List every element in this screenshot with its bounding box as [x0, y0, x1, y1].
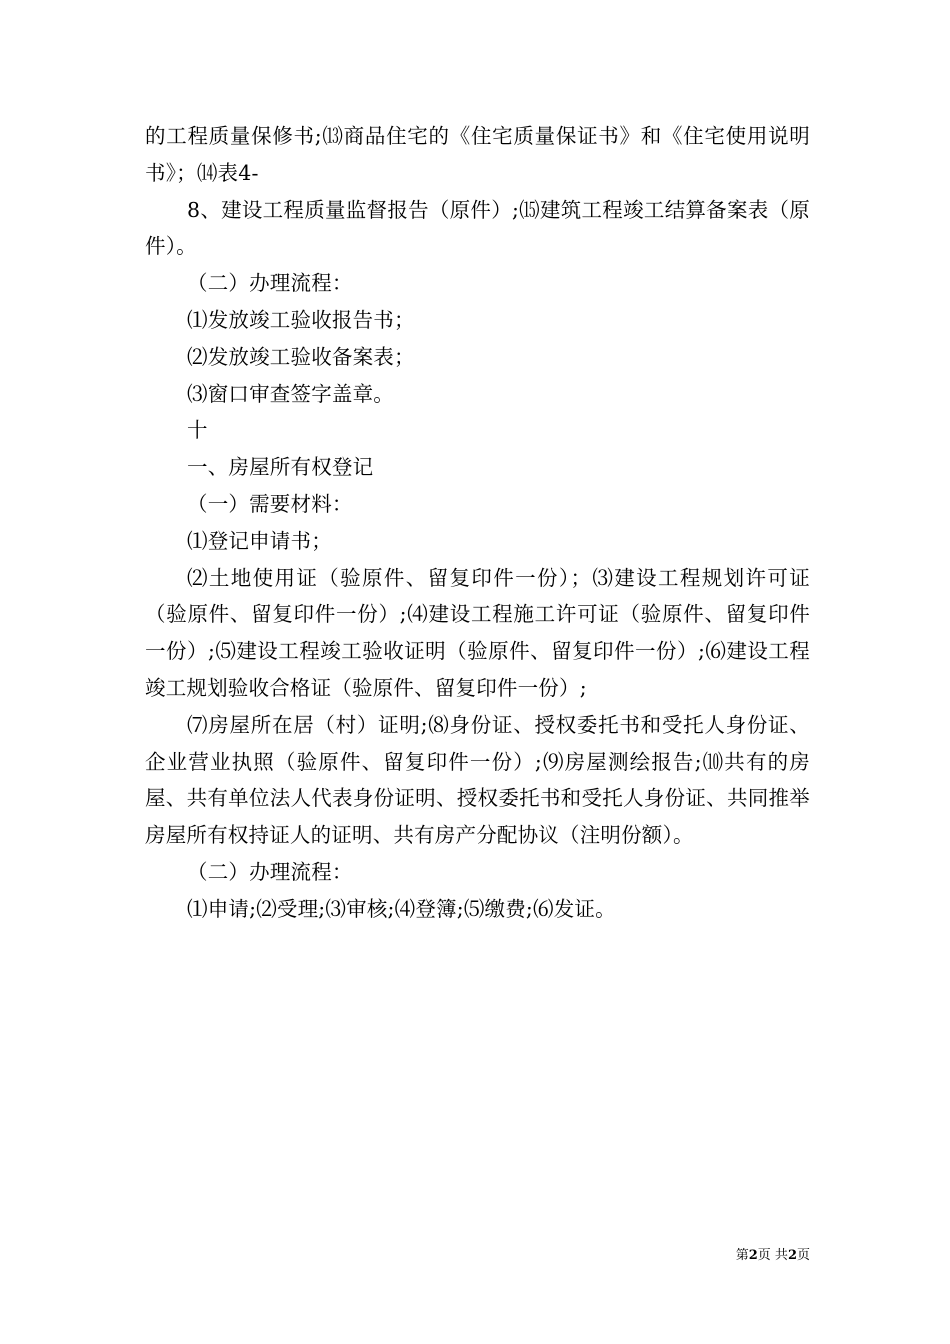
footer-total-pages: 2	[787, 1248, 797, 1263]
paragraph-11: ⑵土地使用证（验原件、留复印件一份）；⑶建设工程规划许可证（验原件、留复印件一份）;⑷建设工程施工许可证（验原件、留复印件一份）;⑸建设工程竣工验收证明（验原件、留复印件一份）;⑹建设工程竣工规划验收合格证（验原件、留复印件一份）;	[145, 565, 810, 700]
paragraph-4: ⑴发放竣工验收报告书；	[187, 307, 415, 332]
paragraph-13: （二）办理流程：	[187, 859, 353, 884]
paragraph-8: 一、房屋所有权登记	[187, 455, 374, 480]
document-body	[145, 118, 810, 928]
paragraph-9: （一）需要材料：	[187, 491, 353, 516]
page-number-footer	[736, 1247, 810, 1265]
paragraph-2: 8、建设工程质量监督报告（原件）;⒂建筑工程竣工结算备案表（原件）。	[145, 197, 810, 259]
paragraph-6: ⑶窗口审查签字盖章。	[187, 381, 394, 406]
paragraph-10: ⑴登记申请书；	[187, 528, 332, 553]
footer-middle: 页 共	[757, 1248, 788, 1263]
paragraph-7: 十	[187, 418, 208, 443]
footer-prefix: 第	[735, 1248, 749, 1263]
paragraph-3: （二）办理流程：	[187, 271, 353, 296]
paragraph-1: 的工程质量保修书;⒀商品住宅的《住宅质量保证书》和《住宅使用说明书》；⒁表4-	[145, 124, 810, 185]
paragraph-14: ⑴申请;⑵受理;⑶审核;⑷登簿;⑸缴费;⑹发证。	[187, 896, 616, 921]
paragraph-12: ⑺房屋所在居（村）证明;⑻身份证、授权委托书和受托人身份证、企业营业执照（验原件、留复印件一份）;⑼房屋测绘报告;⑽共有的房屋、共有单位法人代表身份证明、授权委托书和受托人身份证、共同推举房屋所有权持证人的证明、共有房产分配协议（注明份额）。	[145, 712, 810, 848]
footer-suffix: 页	[796, 1248, 810, 1263]
footer-current-page: 2	[748, 1248, 758, 1263]
paragraph-5: ⑵发放竣工验收备案表；	[187, 344, 415, 369]
